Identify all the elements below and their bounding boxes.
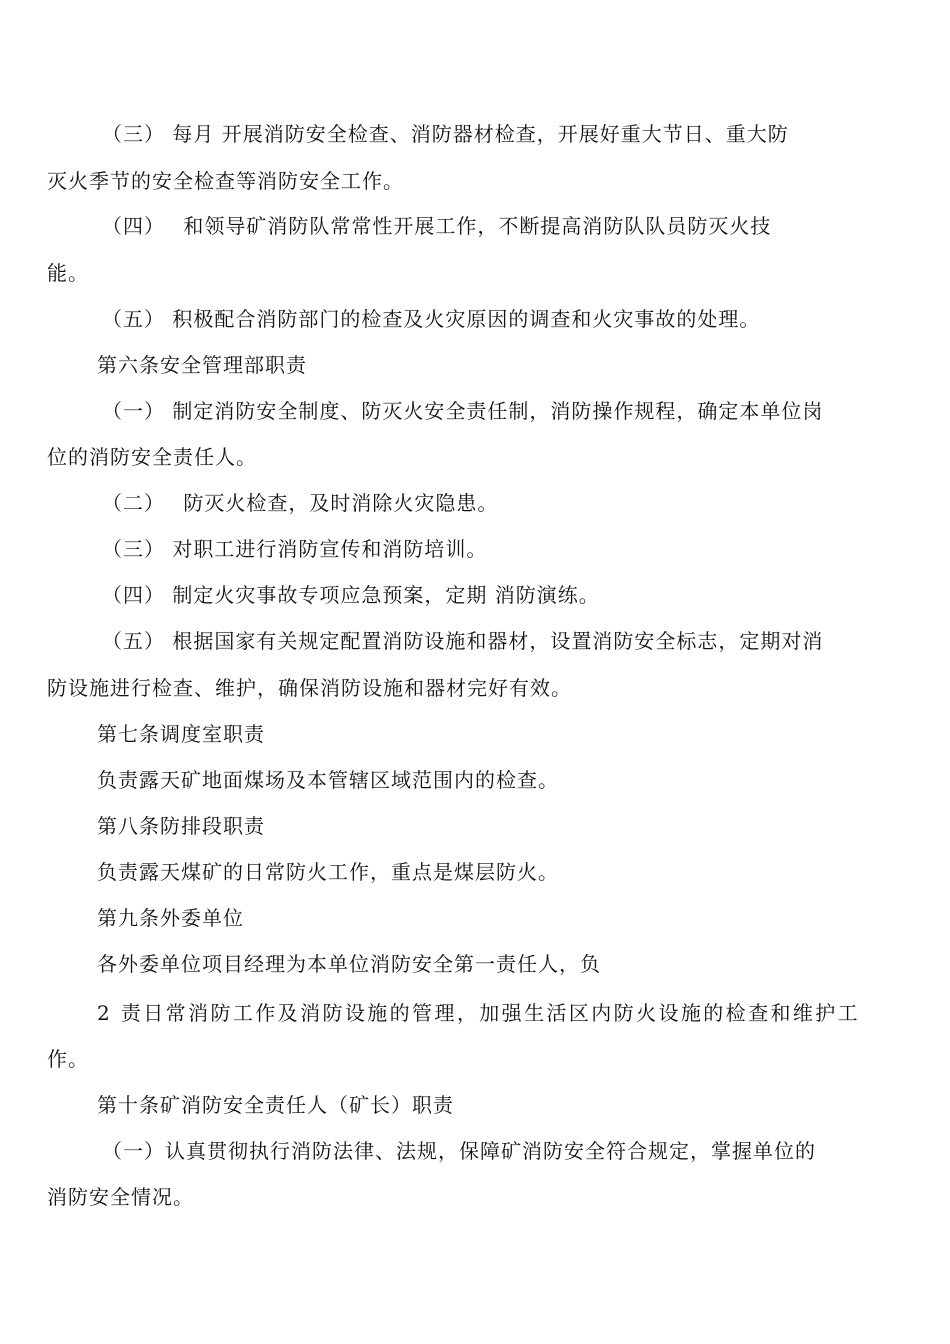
- text-line: 负责露天矿地面煤场及本管辖区域范围内的检查。: [97, 768, 559, 792]
- section-heading: 第十条矿消防安全责任人（矿长）职责: [97, 1093, 454, 1117]
- text-line: 作。: [47, 1047, 89, 1071]
- text-line: （五） 积极配合消防部门的检查及火灾原因的调查和火灾事故的处理。: [102, 307, 761, 331]
- text-line: 消防安全情况。: [47, 1185, 194, 1209]
- text-line: 能。: [47, 261, 89, 285]
- text-line: 防设施进行检查、维护，确保消防设施和器材完好有效。: [47, 676, 572, 700]
- text-line: （四） 制定火灾事故专项应急预案，定期 消防演练。: [102, 583, 600, 607]
- text-line: 负责露天煤矿的日常防火工作，重点是煤层防火。: [97, 860, 559, 884]
- text-line: （一）认真贯彻执行消防法律、法规，保障矿消防安全符合规定，掌握单位的: [102, 1139, 816, 1163]
- text-line: （三） 每月 开展消防安全检查、消防器材检查，开展好重大节日、重大防: [102, 122, 789, 146]
- text-line: 灭火季节的安全检查等消防安全工作。: [47, 169, 404, 193]
- text-line: （二） 防灭火检查，及时消除火灾隐患。: [102, 491, 499, 515]
- section-heading: 第九条外委单位: [97, 906, 244, 930]
- text-line: 各外委单位项目经理为本单位消防安全第一责任人，负: [97, 952, 601, 976]
- text-line: （五） 根据国家有关规定配置消防设施和器材，设置消防安全标志，定期对消: [102, 629, 824, 653]
- text-line: 位的消防安全责任人。: [47, 445, 257, 469]
- text-line: （一） 制定消防安全制度、防灭火安全责任制，消防操作规程，确定本单位岗: [102, 399, 824, 423]
- text-line: 2 责日常消防工作及消防设施的管理，加强生活区内防火设施的检查和维护工: [97, 1001, 861, 1025]
- text-line: （四） 和领导矿消防队常常性开展工作，不断提高消防队队员防灭火技: [102, 214, 772, 238]
- section-heading: 第六条安全管理部职责: [97, 353, 307, 377]
- section-heading: 第八条防排段职责: [97, 814, 265, 838]
- text-line: （三） 对职工进行消防宣传和消防培训。: [102, 537, 488, 561]
- section-heading: 第七条调度室职责: [97, 722, 265, 746]
